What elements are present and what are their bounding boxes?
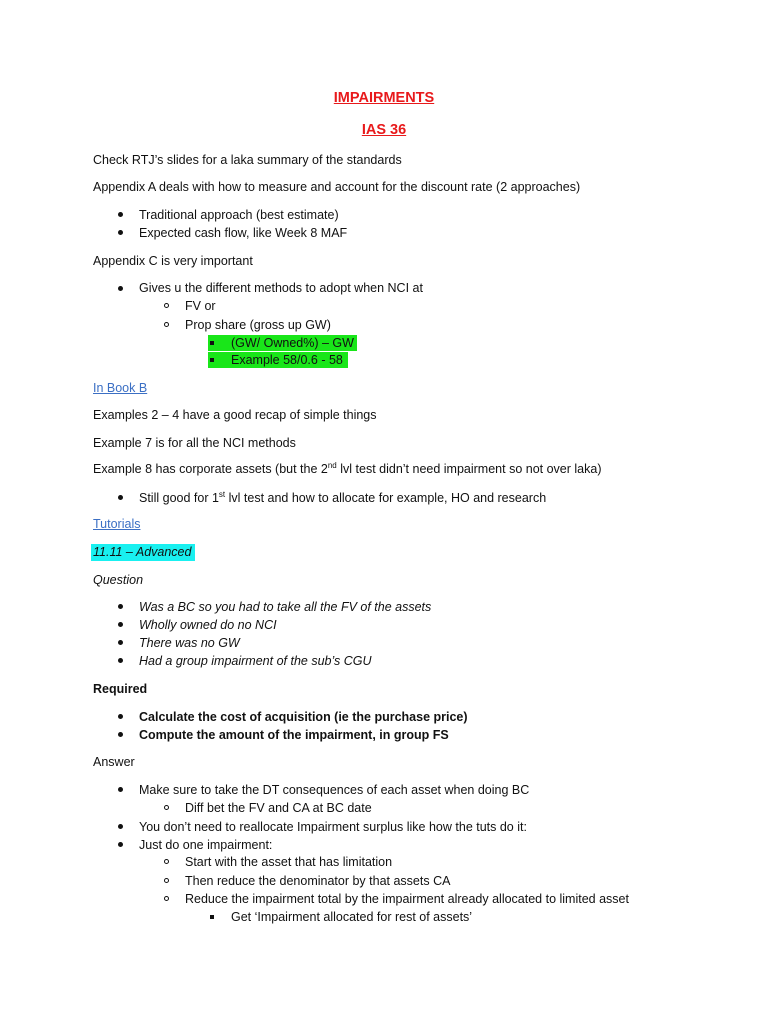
list-item: Make sure to take the DT consequences of each asset when doing BC xyxy=(139,783,530,797)
text-run: lvl test and how to allocate for example, HO and research xyxy=(225,491,547,505)
list-item: Prop share (gross up GW) xyxy=(185,318,331,332)
bullet-icon xyxy=(118,658,123,663)
text-run: Still good for 1 xyxy=(139,491,219,505)
bullet-icon xyxy=(118,286,123,291)
section-heading: Answer xyxy=(93,755,135,769)
circle-bullet-icon xyxy=(164,896,169,901)
superscript: nd xyxy=(327,460,337,470)
list-item: Had a group impairment of the sub’s CGU xyxy=(139,654,372,668)
bullet-icon xyxy=(118,230,123,235)
list-item: There was no GW xyxy=(139,636,240,650)
bullet-icon xyxy=(118,824,123,829)
square-bullet-icon xyxy=(210,358,214,362)
list-item: Was a BC so you had to take all the FV of the assets xyxy=(139,600,432,614)
book-b-link[interactable]: In Book B xyxy=(93,381,148,395)
list-item: Then reduce the denominator by that assets CA xyxy=(185,874,451,888)
paragraph: Example 7 is for all the NCI methods xyxy=(93,436,296,450)
list-item: Reduce the impairment total by the impairment already allocated to limited asset xyxy=(185,892,629,906)
circle-bullet-icon xyxy=(164,805,169,810)
text-run: Example 8 has corporate assets (but the 2 xyxy=(93,462,328,476)
list-item: FV or xyxy=(185,299,216,313)
section-heading: Required xyxy=(93,682,148,696)
bullet-icon xyxy=(118,495,123,500)
paragraph: Appendix A deals with how to measure and account for the discount rate (2 approaches) xyxy=(93,180,581,194)
list-item: Start with the asset that has limitation xyxy=(185,855,393,869)
bullet-icon xyxy=(118,787,123,792)
superscript: st xyxy=(218,489,226,499)
bullet-icon xyxy=(118,212,123,217)
circle-bullet-icon xyxy=(164,303,169,308)
section-heading: Question xyxy=(93,573,144,587)
paragraph: Appendix C is very important xyxy=(93,254,253,268)
bullet-icon xyxy=(118,640,123,645)
page-title: IMPAIRMENTS xyxy=(333,90,435,106)
tutorials-link[interactable]: Tutorials xyxy=(93,517,141,531)
list-item: Just do one impairment: xyxy=(139,838,273,852)
list-item: Calculate the cost of acquisition (ie the purchase price) xyxy=(139,710,468,724)
list-item xyxy=(139,490,546,506)
list-item: Wholly owned do no NCI xyxy=(139,618,277,632)
paragraph: Examples 2 – 4 have a good recap of simple things xyxy=(93,408,377,422)
paragraph: Check RTJ’s slides for a laka summary of the standards xyxy=(93,153,402,167)
list-item: Get ‘Impairment allocated for rest of assets’ xyxy=(231,910,473,924)
paragraph xyxy=(93,461,601,477)
text-run: lvl test didn’t need impairment so not over laka) xyxy=(336,462,602,476)
bullet-icon xyxy=(118,622,123,627)
circle-bullet-icon xyxy=(164,322,169,327)
list-item: Expected cash flow, like Week 8 MAF xyxy=(139,226,348,240)
section-heading: 11.11 – Advanced xyxy=(93,545,192,559)
bullet-icon xyxy=(118,714,123,719)
list-item: Gives u the different methods to adopt when NCI at xyxy=(139,281,423,295)
square-bullet-icon xyxy=(210,915,214,919)
page-subtitle: IAS 36 xyxy=(361,122,407,138)
list-item: Diff bet the FV and CA at BC date xyxy=(185,801,372,815)
bullet-icon xyxy=(118,732,123,737)
bullet-icon xyxy=(118,604,123,609)
list-item: (GW/ Owned%) – GW xyxy=(231,336,354,350)
circle-bullet-icon xyxy=(164,878,169,883)
square-bullet-icon xyxy=(210,341,214,345)
bullet-icon xyxy=(118,842,123,847)
list-item: Compute the amount of the impairment, in group FS xyxy=(139,728,449,742)
list-item: Example 58/0.6 - 58 xyxy=(231,353,343,367)
list-item: You don’t need to reallocate Impairment surplus like how the tuts do it: xyxy=(139,820,527,834)
circle-bullet-icon xyxy=(164,859,169,864)
list-item: Traditional approach (best estimate) xyxy=(139,208,339,222)
